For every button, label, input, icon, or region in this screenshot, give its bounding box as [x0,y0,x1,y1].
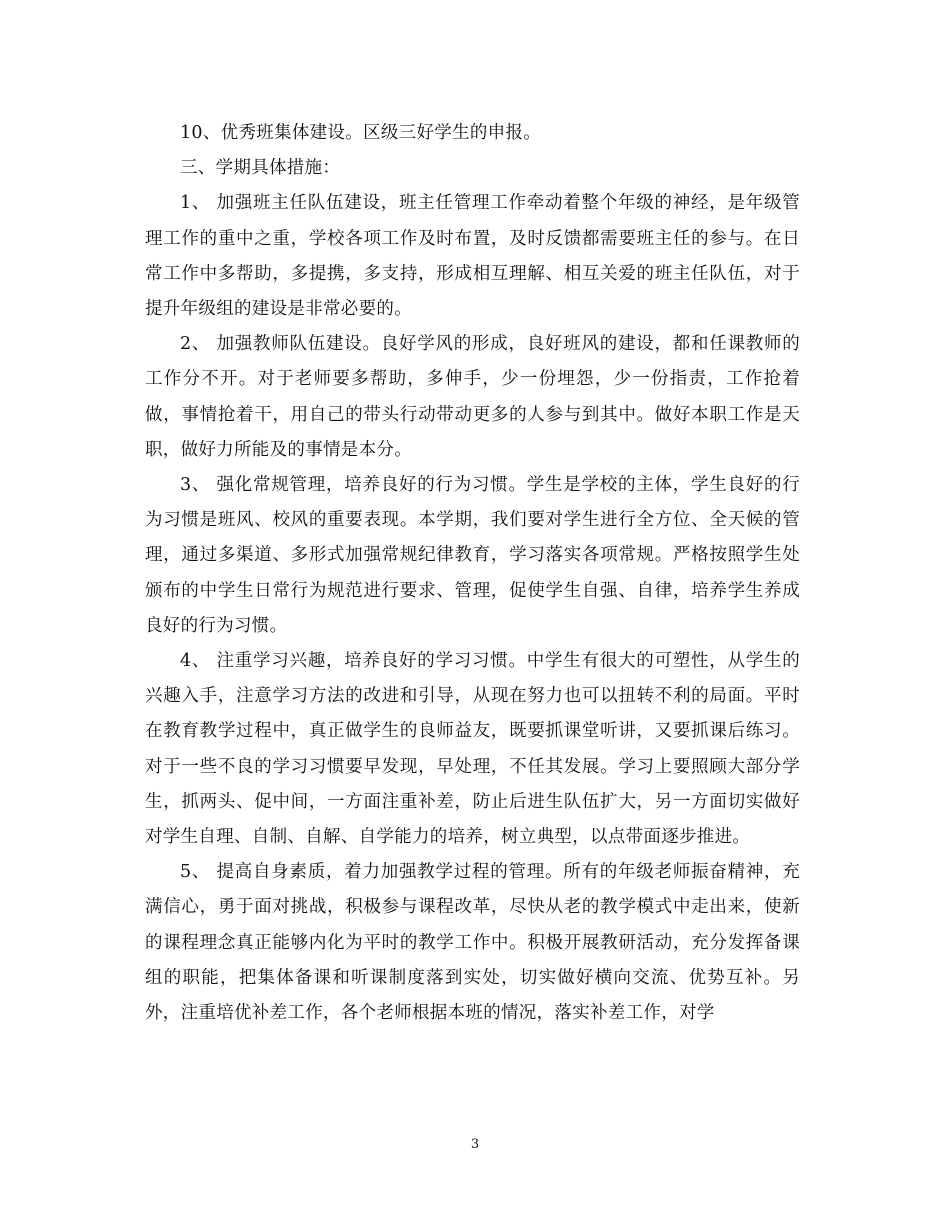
paragraph-measure-5: 5、 提高自身素质，着力加强教学过程的管理。所有的年级老师振奋精神，充满信心，勇于面对挑战，积极参与课程改革，尽快从老的教学模式中走出来，使新的课程理念真正能够内化为平时的教学工作中。积极开展教研活动，充分发挥备课组的职能，把集体备课和听课制度落到实处，切实做好横向交流、优势互补。另外，注重培优补差工作，各个老师根据本班的情况，落实补差工作，对学 [145,862,800,1024]
paragraph-measure-1: 1、 加强班主任队伍建设，班主任管理工作牵动着整个年级的神经，是年级管理工作的重中之重，学校各项工作及时布置，及时反馈都需要班主任的参与。在日常工作中多帮助，多提携，多支持，形成相互理解、相互关爱的班主任队伍，对于提升年级组的建设是非常必要的。 [145,193,800,320]
document-body [145,116,800,1031]
paragraph-measure-2: 2、 加强教师队伍建设。良好学风的形成，良好班风的建设，都和任课教师的工作分不开。对于老师要多帮助，多伸手，少一份埋怨，少一份指责，工作抢着做，事情抢着干，用自己的带头行动带动更多的人参与到其中。做好本职工作是天职，做好力所能及的事情是本分。 [145,334,800,460]
paragraph-item-10: 10、优秀班集体建设。区级三好学生的申报。 [180,123,542,143]
paragraph-measure-4: 4、 注重学习兴趣，培养良好的学习习惯。中学生有很大的可塑性，从学生的兴趣入手，注意学习方法的改进和引导，从现在努力也可以扭转不利的局面。平时在教育教学过程中，真正做学生的良师益友，既要抓课堂听讲，又要抓课后练习。对于一些不良的学习习惯要早发现，早处理，不任其发展。学习上要照顾大部分学生，抓两头、促中间，一方面注重补差，防止后进生队伍扩大，另一方面切实做好对学生自理、自制、自解、自学能力的培养，树立典型，以点带面逐步推进。 [145,651,800,848]
paragraph-measure-3: 3、 强化常规管理，培养良好的行为习惯。学生是学校的主体，学生良好的行为习惯是班风、校风的重要表现。本学期，我们要对学生进行全方位、全天候的管理，通过多渠道、多形式加强常规纪律教育，学习落实各项常规。严格按照学生处颁布的中学生日常行为规范进行要求、管理，促使学生自强、自律，培养学生养成良好的行为习惯。 [145,475,800,636]
section-heading-measures: 三、学期具体措施： [180,158,341,179]
page-number: 3 [470,1137,480,1152]
